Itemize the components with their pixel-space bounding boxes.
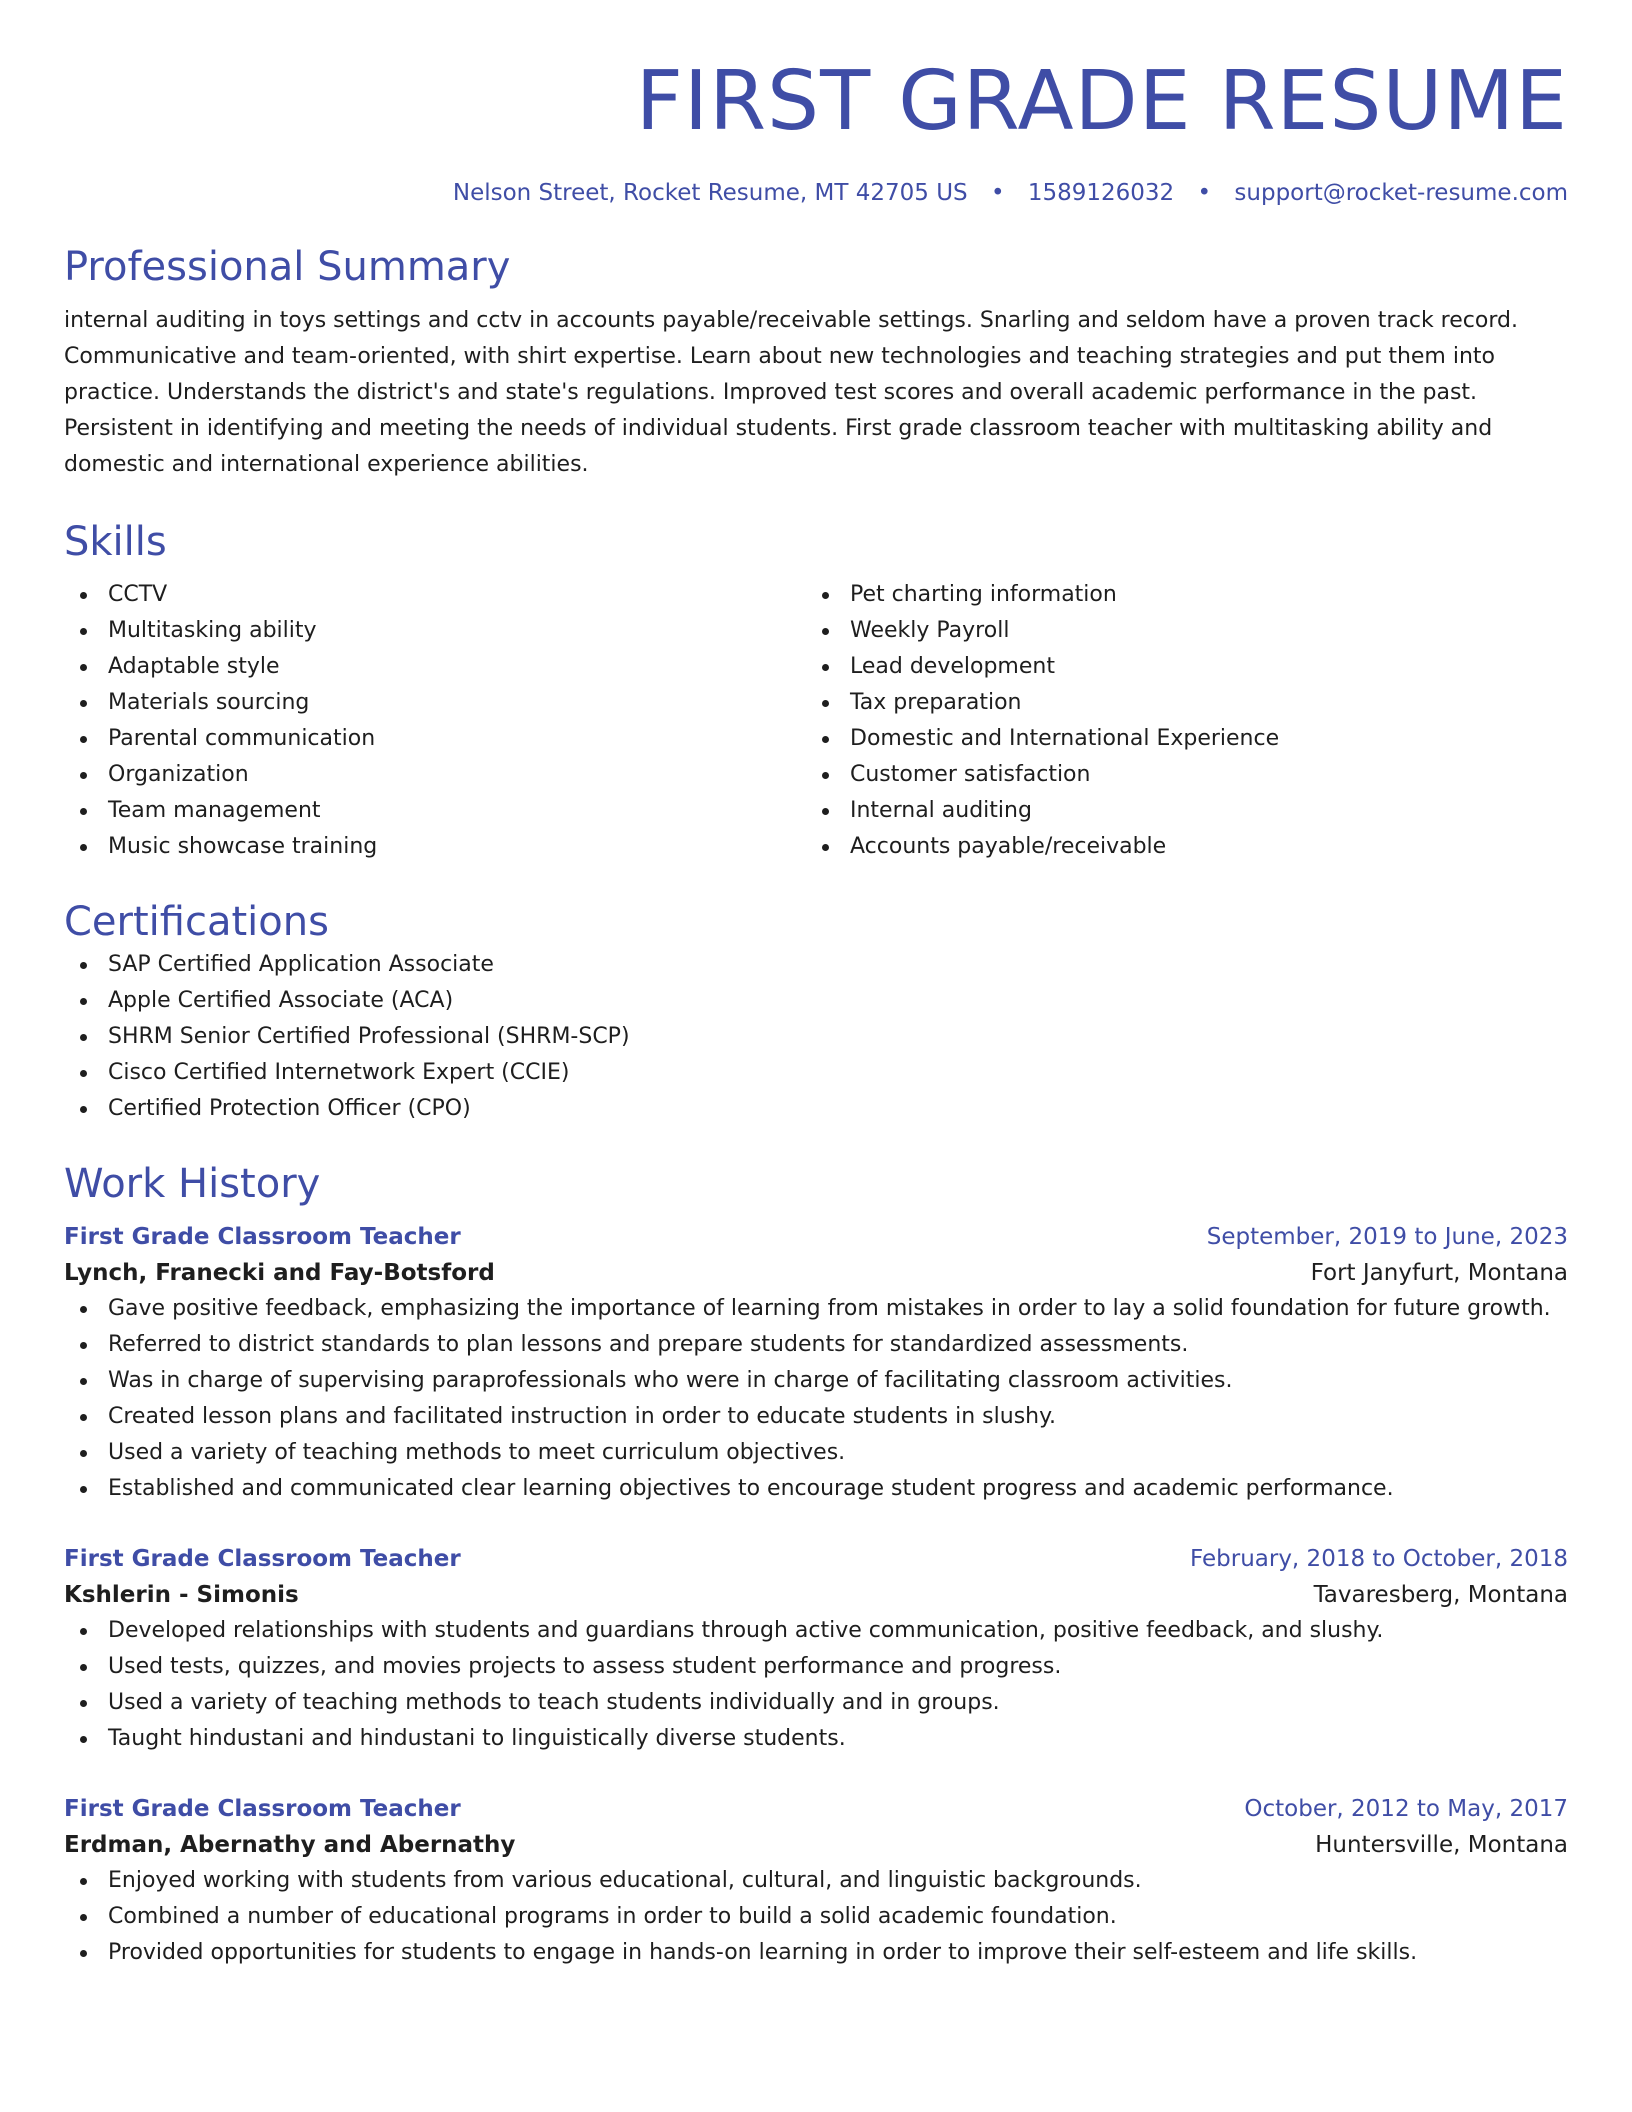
skill-item: Domestic and International Experience: [806, 721, 1548, 757]
summary-text: internal auditing in toys settings and cctv in accounts payable/receivable settings. Snarling and seldom have a proven track record. Communicative and team-oriented, with shirt expertise. Learn about new technologies and teaching strategies and put them into practice. Understands the district's and state's regulations. Improved test scores and overall academic performance in the past. Persistent in identifying and meeting the needs of individual students. First grade classroom teacher with multitasking ability and domestic and international experience abilities.: [64, 308, 1518, 477]
skills-grid: [64, 577, 1568, 865]
certification-item: SAP Certified Application Associate: [64, 947, 1568, 983]
job-company: Erdman, Abernathy and Abernathy: [64, 1832, 516, 1858]
job-bullet: Created lesson plans and facilitated instruction in order to educate students in slushy.: [64, 1399, 1568, 1435]
job-title: First Grade Classroom Teacher: [64, 1224, 461, 1250]
contact-separator: •: [1197, 180, 1212, 206]
job-bullet: Used tests, quizzes, and movies projects to assess student performance and progress.: [64, 1649, 1568, 1685]
job-bullet: Used a variety of teaching methods to teach students individually and in groups.: [64, 1685, 1568, 1721]
job-bullet: Taught hindustani and hindustani to linguistically diverse students.: [64, 1721, 1568, 1757]
skill-item: Accounts payable/receivable: [806, 829, 1548, 865]
job-location: Huntersville, Montana: [1315, 1832, 1568, 1858]
certifications-list: [64, 947, 1568, 1127]
contact-address: Nelson Street, Rocket Resume, MT 42705 US: [452, 180, 968, 206]
job-bullet: Established and communicated clear learning objectives to encourage student progress and academic performance.: [64, 1471, 1568, 1507]
skill-item: Customer satisfaction: [806, 757, 1548, 793]
skill-item: Adaptable style: [64, 649, 806, 685]
job-bullet: Was in charge of supervising paraprofessionals who were in charge of facilitating classroom activities.: [64, 1363, 1568, 1399]
skill-item: Parental communication: [64, 721, 806, 757]
certification-item: SHRM Senior Certified Professional (SHRM-SCP): [64, 1019, 1568, 1055]
job-company-row: [64, 1827, 1568, 1863]
resume-page: [64, 0, 1568, 1971]
job-dates: February, 2018 to October, 2018: [1190, 1546, 1568, 1572]
job-company-row: [64, 1255, 1568, 1291]
skill-item: Multitasking ability: [64, 613, 806, 649]
skills-column-left: [64, 577, 806, 865]
skill-item: Music showcase training: [64, 829, 806, 865]
certification-item: Apple Certified Associate (ACA): [64, 983, 1568, 1019]
job-bullet: Enjoyed working with students from various educational, cultural, and linguistic backgrounds.: [64, 1863, 1568, 1899]
skill-item: Organization: [64, 757, 806, 793]
job-title-row: [64, 1219, 1568, 1255]
summary-heading: Professional Summary: [64, 244, 511, 290]
job-location: Tavaresberg, Montana: [1313, 1582, 1568, 1608]
skill-item: Pet charting information: [806, 577, 1548, 613]
job-location: Fort Janyfurt, Montana: [1310, 1260, 1568, 1286]
job-bullet: Gave positive feedback, emphasizing the importance of learning from mistakes in order to lay a solid foundation for future growth.: [64, 1291, 1568, 1327]
contact-email[interactable]: support@rocket-resume.com: [1234, 180, 1568, 206]
job-bullets: [64, 1613, 1568, 1757]
job-bullet: Used a variety of teaching methods to meet curriculum objectives.: [64, 1435, 1568, 1471]
contact-phone: 1589126032: [1027, 180, 1175, 206]
job-entry: [64, 1541, 1568, 1757]
job-title-row: [64, 1541, 1568, 1577]
certifications-heading: Certifications: [64, 899, 329, 945]
skill-item: Weekly Payroll: [806, 613, 1548, 649]
skill-item: Materials sourcing: [64, 685, 806, 721]
job-company-row: [64, 1577, 1568, 1613]
skill-item: Lead development: [806, 649, 1548, 685]
skill-item: CCTV: [64, 577, 806, 613]
job-title-row: [64, 1791, 1568, 1827]
job-bullets: [64, 1291, 1568, 1507]
skill-item: Tax preparation: [806, 685, 1548, 721]
job-bullet: Referred to district standards to plan lessons and prepare students for standardized assessments.: [64, 1327, 1568, 1363]
job-company: Kshlerin - Simonis: [64, 1582, 299, 1608]
contact-line: [64, 178, 1568, 208]
skill-item: Team management: [64, 793, 806, 829]
job-title: First Grade Classroom Teacher: [64, 1546, 461, 1572]
job-dates: October, 2012 to May, 2017: [1244, 1796, 1568, 1822]
job-title: First Grade Classroom Teacher: [64, 1796, 461, 1822]
skills-heading: Skills: [64, 519, 167, 565]
job-entry: [64, 1219, 1568, 1507]
skill-item: Internal auditing: [806, 793, 1548, 829]
contact-separator: •: [990, 180, 1005, 206]
job-entry: [64, 1791, 1568, 1971]
job-bullet: Combined a number of educational programs in order to build a solid academic foundation.: [64, 1899, 1568, 1935]
certification-item: Cisco Certified Internetwork Expert (CCIE): [64, 1055, 1568, 1091]
skills-column-right: [806, 577, 1548, 865]
job-bullet: Developed relationships with students and guardians through active communication, positive feedback, and slushy.: [64, 1613, 1568, 1649]
job-bullets: [64, 1863, 1568, 1971]
work-history-heading: Work History: [64, 1161, 321, 1207]
job-bullet: Provided opportunities for students to engage in hands-on learning in order to improve their self-esteem and life skills.: [64, 1935, 1568, 1971]
resume-title: FIRST GRADE RESUME: [635, 54, 1568, 149]
certification-item: Certified Protection Officer (CPO): [64, 1091, 1568, 1127]
job-dates: September, 2019 to June, 2023: [1206, 1224, 1568, 1250]
job-company: Lynch, Franecki and Fay-Botsford: [64, 1260, 495, 1286]
